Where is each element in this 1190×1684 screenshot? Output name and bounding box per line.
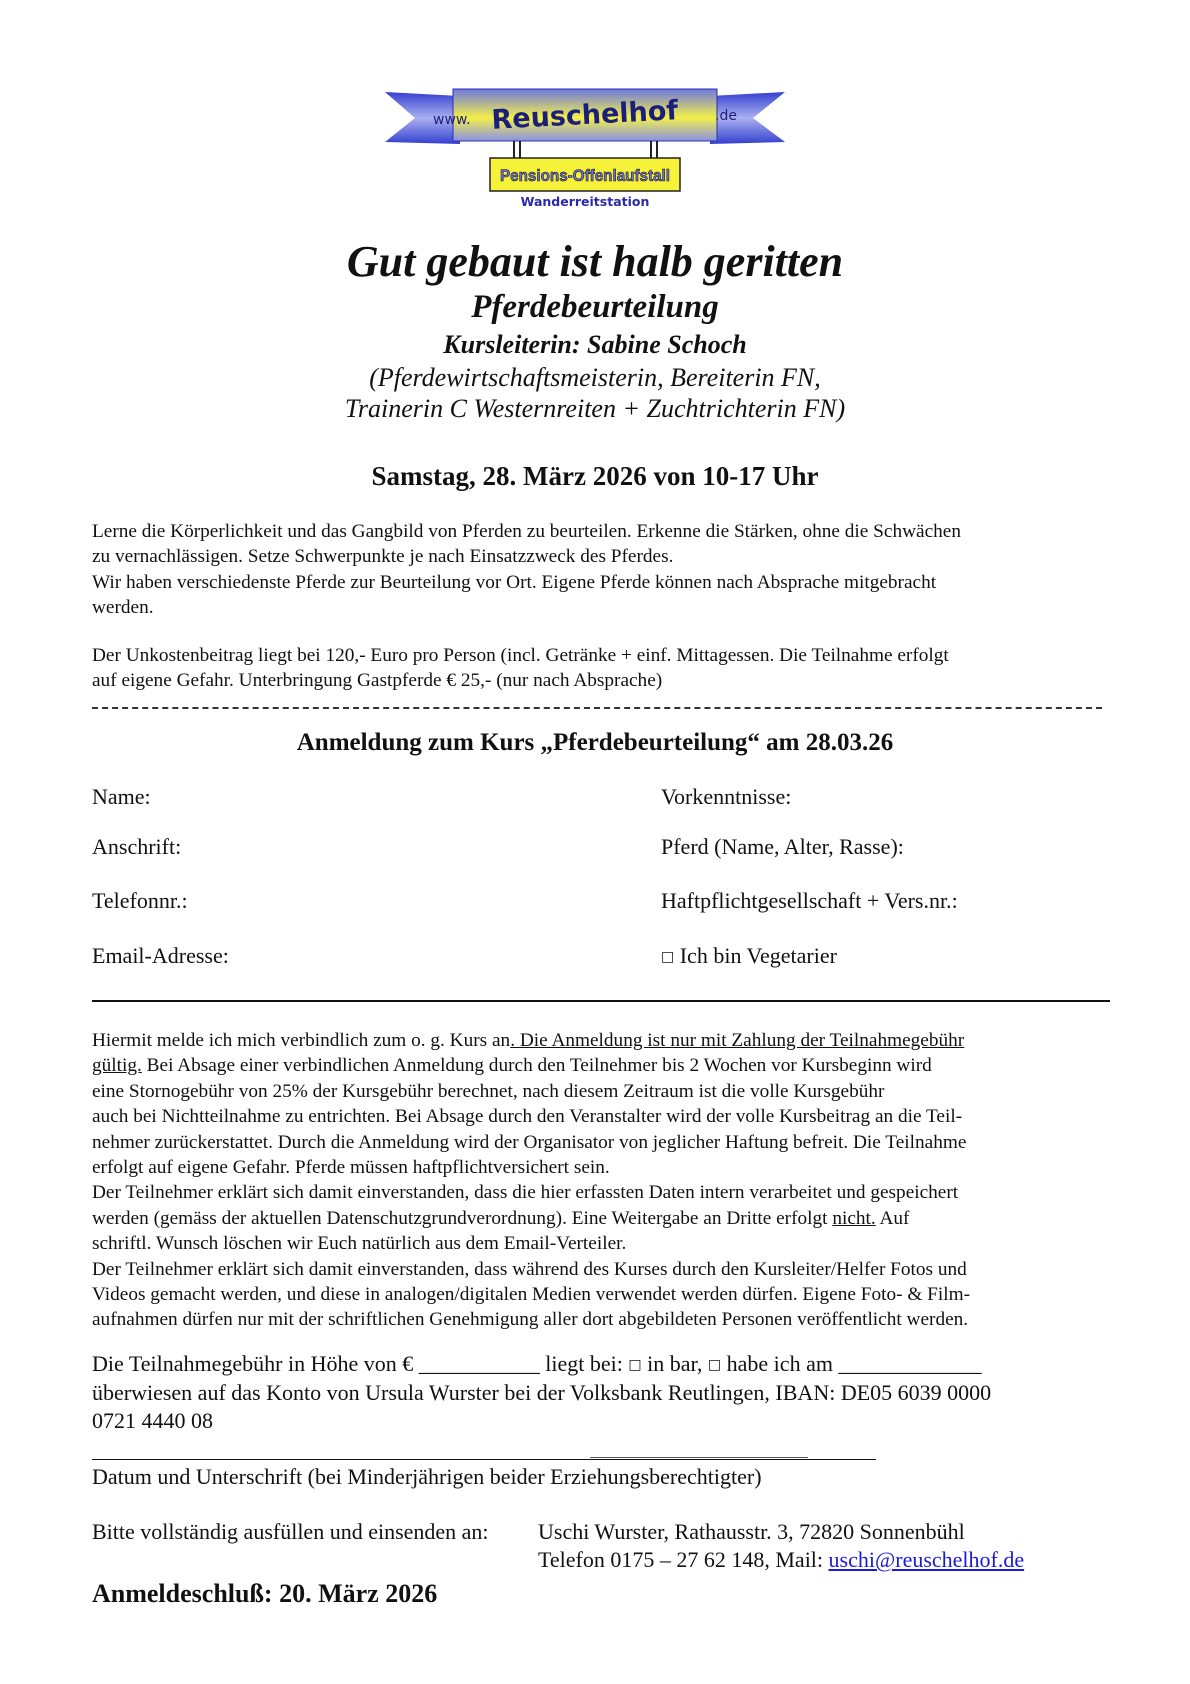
- terms-underlined: . Die Anmeldung ist nur mit Zahlung der Teilnahmegebühr: [510, 1030, 965, 1051]
- vegetarian-option[interactable]: [661, 943, 837, 970]
- reuschelhof-logo: [385, 84, 785, 214]
- intro-line: zu vernachlässigen. Setze Schwerpunkte je nach Einsatzzweck des Pferdes.: [92, 546, 674, 568]
- intro-line: Lerne die Körperlichkeit und das Gangbild von Pferden zu beurteilen. Erkenne die Stärken, ohne die Schwächen: [92, 521, 961, 542]
- page-title: Gut gebaut ist halb geritten: [346, 237, 844, 286]
- form-divider: [92, 1000, 1110, 1002]
- terms-underlined: nicht.: [832, 1207, 876, 1229]
- signature-line[interactable]: [92, 1459, 876, 1460]
- logo-name: Reuschelhof: [490, 95, 679, 136]
- payment-text: Die Teilnahmegebühr in Höhe von €: [92, 1351, 419, 1376]
- contact-phone-mail: [538, 1546, 1024, 1574]
- send-instruction: Bitte vollständig ausfüllen und einsenden an:: [92, 1519, 489, 1544]
- terms-line: Der Teilnehmer erklärt sich damit einverstanden, dass während des Kurses durch den Kursleiter/Helfer Fotos und: [92, 1258, 967, 1280]
- costs-line: auf eigene Gefahr. Unterbringung Gastpferde € 25,- (nur nach Absprache): [92, 670, 663, 692]
- bank-details: überwiesen auf das Konto von Ursula Wurster bei der Volksbank Reutlingen, IBAN: DE05 6039 0000: [92, 1380, 992, 1405]
- field-address[interactable]: Anschrift:: [92, 834, 182, 859]
- amount-blank[interactable]: ___________: [418, 1351, 540, 1376]
- registration-title: Anmeldung zum Kurs „Pferdebeurteilung“ am 28.03.26: [296, 729, 894, 756]
- terms-text-part: werden (gemäss der aktuellen Datenschutzgrundverordnung). Eine Weitergabe an Dritte erfolgt: [92, 1207, 833, 1229]
- terms-line: Videos gemacht werden, und diese in analogen/digitalen Medien verwendet werden dürfen. Eigene Foto- & Film-: [92, 1284, 971, 1306]
- cut-line-divider: [92, 707, 1102, 709]
- terms-line: nehmer zurückerstattet. Durch die Anmeldung wird der Organisator von jeglicher Haftung befreit. Die Teilnahme: [92, 1131, 967, 1153]
- terms-text-part: Auf: [875, 1207, 910, 1229]
- course-leader: Kursleiterin: Sabine Schoch: [443, 330, 747, 359]
- field-horse-info[interactable]: Pferd (Name, Alter, Rasse):: [661, 834, 904, 859]
- contact-email-link[interactable]: uschi@reuschelhof.de: [828, 1547, 1025, 1572]
- costs-line: Der Unkostenbeitrag liegt bei 120,- Euro pro Person (incl. Getränke + einf. Mittagessen. Die Teilnahme erfolgt: [92, 645, 949, 666]
- terms-line: eine Stornogebühr von 25% der Kursgebühr berechnet, nach diesem Zeitraum ist die volle Kursgebühr: [92, 1080, 885, 1102]
- transfer-label: habe ich am: [726, 1351, 833, 1376]
- leader-qualifications: [0, 362, 1190, 424]
- costs-paragraph: [92, 643, 1102, 694]
- payment-section: [92, 1350, 1106, 1435]
- page-subtitle: Pferdebeurteilung: [471, 289, 719, 325]
- signature-line-overlay: [590, 1457, 808, 1458]
- terms-line: erfolgt auf eigene Gefahr. Pferde müssen haftpflichtversichert sein.: [92, 1157, 610, 1179]
- signature-label: Datum und Unterschrift (bei Minderjährigen beider Erziehungsberechtigter): [92, 1464, 762, 1489]
- contact-address: Uschi Wurster, Rathausstr. 3, 72820 Sonnenbühl: [538, 1519, 965, 1544]
- field-name[interactable]: Name:: [92, 784, 151, 809]
- transfer-checkbox[interactable]: □: [707, 1357, 722, 1373]
- field-prior-knowledge[interactable]: Vorkenntnisse:: [661, 784, 792, 809]
- logo-tagline: Wanderreitstation: [520, 194, 650, 209]
- field-phone[interactable]: Telefonnr.:: [92, 888, 188, 913]
- field-liability-insurance[interactable]: Haftpflichtgesellschaft + Vers.nr.:: [661, 888, 958, 913]
- registration-deadline: Anmeldeschluß: 20. März 2026: [92, 1579, 438, 1608]
- logo-www: www.: [433, 112, 471, 128]
- terms-line: schriftl. Wunsch löschen wir Euch natürlich aus dem Email-Verteiler.: [92, 1233, 627, 1255]
- logo-sign-text: Pensions-Offenlaufstall: [500, 166, 670, 185]
- contact-phone: Telefon 0175 – 27 62 148, Mail:: [538, 1547, 829, 1572]
- intro-line: werden.: [92, 596, 154, 618]
- course-date: Samstag, 28. März 2026 von 10-17 Uhr: [371, 461, 819, 491]
- bank-details-cont: 0721 4440 08: [92, 1408, 213, 1433]
- logo-de: .de: [715, 108, 737, 124]
- terms-line: aufnahmen dürfen nur mit der schriftlichen Genehmigung aller dort abgebildeten Personen veröffentlicht werden.: [92, 1309, 969, 1331]
- vegetarian-label: Ich bin Vegetarier: [679, 943, 837, 968]
- terms-text-part: Hiermit melde ich mich verbindlich zum o. g. Kurs an: [92, 1030, 511, 1051]
- field-email[interactable]: Email-Adresse:: [92, 943, 229, 968]
- vegetarian-checkbox[interactable]: □: [661, 949, 675, 965]
- terms-text-part: Bei Absage einer verbindlichen Anmeldung durch den Teilnehmer bis 2 Wochen vor Kursbeginn wird: [141, 1055, 932, 1077]
- transfer-date-blank[interactable]: _____________: [838, 1351, 982, 1376]
- terms-line: Der Teilnehmer erklärt sich damit einverstanden, dass die hier erfassten Daten intern verarbeitet und gespeichert: [92, 1182, 959, 1204]
- cash-label: in bar,: [647, 1351, 703, 1376]
- cash-checkbox[interactable]: □: [628, 1357, 642, 1373]
- intro-line: Wir haben verschiedenste Pferde zur Beurteilung vor Ort. Eigene Pferde können nach Absprache mitgebracht: [92, 571, 937, 593]
- terms-text: [92, 1028, 1106, 1333]
- payment-text: liegt bei:: [539, 1351, 629, 1376]
- terms-line: auch bei Nichtteilnahme zu entrichten. Bei Absage durch den Veranstalter wird der volle Kursbeitrag an die Teil-: [92, 1106, 963, 1128]
- qualifications-line-1: (Pferdewirtschaftsmeisterin, Bereiterin FN,: [369, 363, 821, 392]
- qualifications-line-2: Trainerin C Westernreiten + Zuchtrichterin FN): [344, 394, 846, 423]
- terms-underlined: gültig.: [92, 1055, 142, 1077]
- intro-paragraph: [92, 519, 1102, 620]
